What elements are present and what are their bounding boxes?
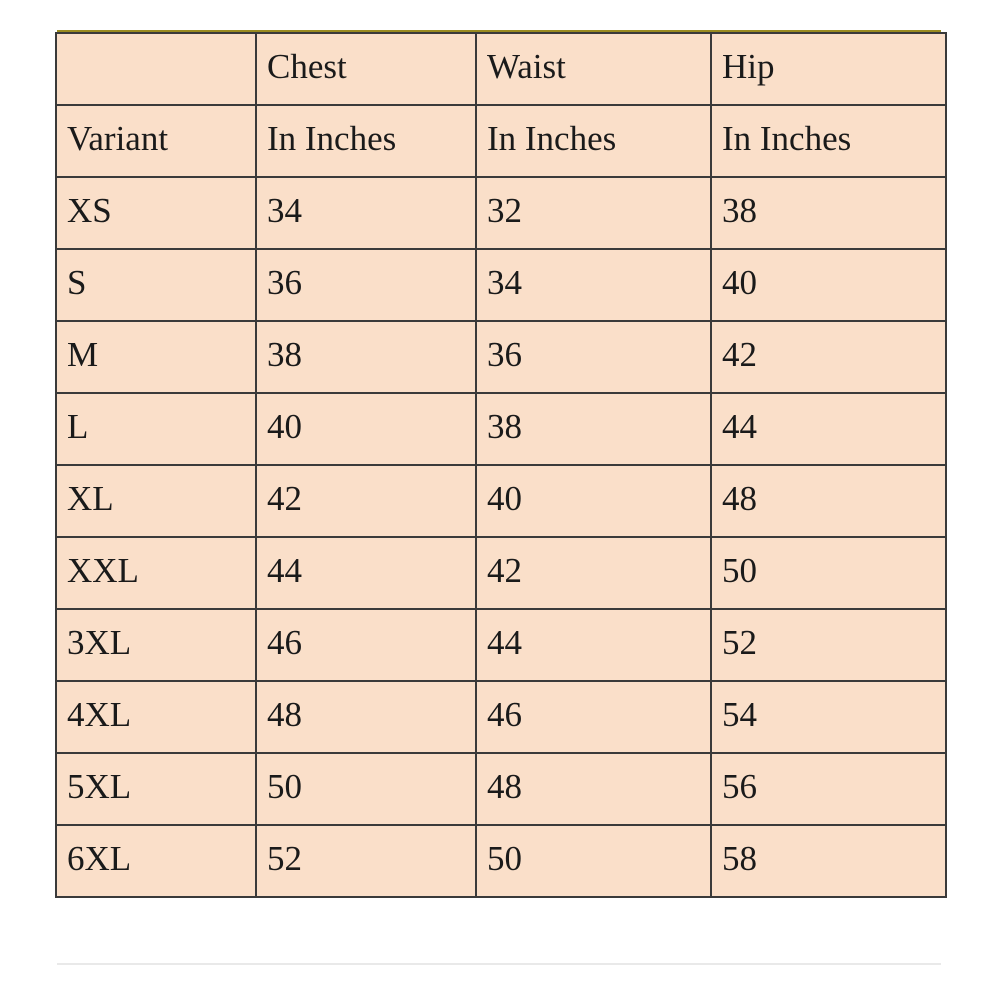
cell-hip: 52 [711,609,946,681]
table-row [56,393,946,465]
cell-chest: 40 [256,393,476,465]
header-cell-waist-units: In Inches [476,105,711,177]
cell-hip: 56 [711,753,946,825]
table-row [56,249,946,321]
size-chart-container [55,32,945,898]
header-cell-hip: Hip [711,33,946,105]
table-row [56,681,946,753]
cell-waist: 48 [476,753,711,825]
cell-waist: 46 [476,681,711,753]
cell-hip: 54 [711,681,946,753]
cell-variant: M [56,321,256,393]
cell-hip: 42 [711,321,946,393]
cell-variant: S [56,249,256,321]
scan-artifact-line [57,963,941,965]
cell-chest: 36 [256,249,476,321]
table-row [56,609,946,681]
cell-variant: 6XL [56,825,256,897]
table-row [56,753,946,825]
cell-chest: 38 [256,321,476,393]
table-header-row-top [56,33,946,105]
cell-chest: 34 [256,177,476,249]
cell-chest: 52 [256,825,476,897]
cell-variant: 3XL [56,609,256,681]
header-cell-blank [56,33,256,105]
cell-waist: 32 [476,177,711,249]
table-row [56,177,946,249]
cell-hip: 58 [711,825,946,897]
cell-variant: 5XL [56,753,256,825]
cell-waist: 36 [476,321,711,393]
cell-hip: 38 [711,177,946,249]
header-cell-waist: Waist [476,33,711,105]
cell-chest: 50 [256,753,476,825]
header-cell-hip-units: In Inches [711,105,946,177]
table-row [56,321,946,393]
cell-chest: 42 [256,465,476,537]
cell-hip: 48 [711,465,946,537]
table-row [56,537,946,609]
size-chart-table [55,32,947,898]
cell-waist: 50 [476,825,711,897]
cell-waist: 44 [476,609,711,681]
table-header-row-sub [56,105,946,177]
cell-waist: 42 [476,537,711,609]
cell-chest: 44 [256,537,476,609]
cell-variant: XXL [56,537,256,609]
header-cell-chest-units: In Inches [256,105,476,177]
table-row [56,825,946,897]
cell-waist: 38 [476,393,711,465]
header-cell-variant: Variant [56,105,256,177]
header-cell-chest: Chest [256,33,476,105]
cell-variant: XL [56,465,256,537]
cell-chest: 48 [256,681,476,753]
cell-hip: 40 [711,249,946,321]
cell-hip: 44 [711,393,946,465]
cell-waist: 34 [476,249,711,321]
cell-variant: L [56,393,256,465]
cell-variant: 4XL [56,681,256,753]
cell-hip: 50 [711,537,946,609]
cell-waist: 40 [476,465,711,537]
table-row [56,465,946,537]
cell-variant: XS [56,177,256,249]
cell-chest: 46 [256,609,476,681]
